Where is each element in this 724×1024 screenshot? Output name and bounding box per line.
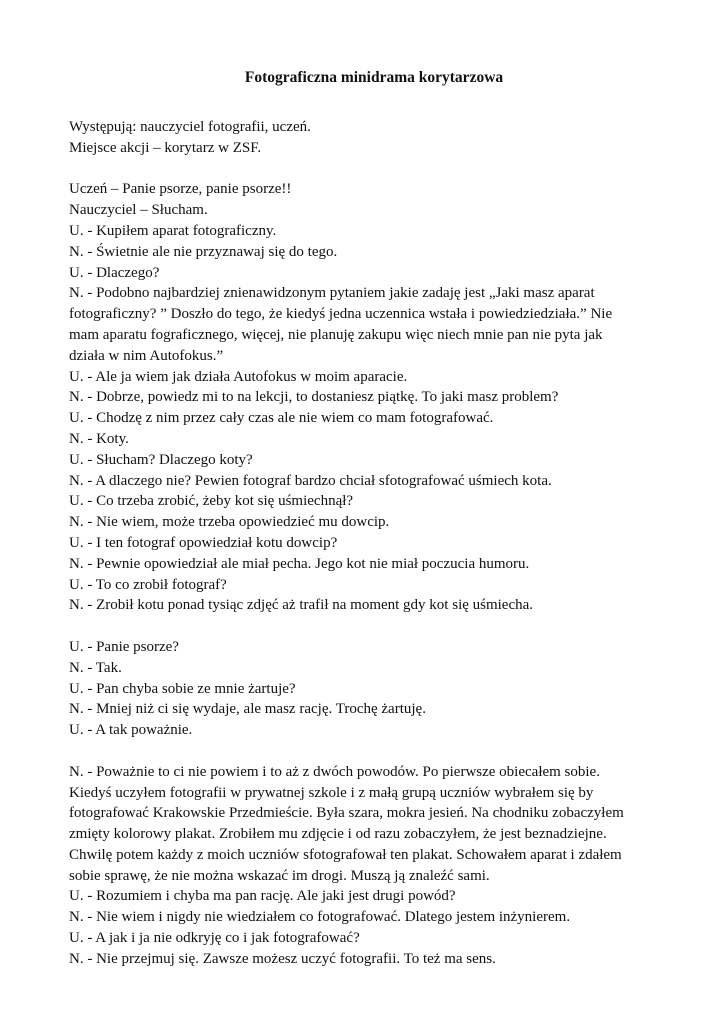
dialogue-line: N. - Świetnie ale nie przyznawaj się do tego.: [69, 243, 338, 260]
dialogue-line: U. - To co zrobił fotograf?: [69, 576, 227, 593]
dialogue-line: N. - Dobrze, powiedz mi to na lekcji, to dostaniesz piątkę. To jaki masz problem?: [69, 389, 559, 406]
intro-line: Występują: nauczyciel fotografii, uczeń.: [69, 119, 311, 135]
dialogue-line: U. - Ale ja wiem jak działa Autofokus w moim aparacie.: [69, 368, 408, 385]
dialogue-line: N. - A dlaczego nie? Pewien fotograf bardzo chciał sfotografować uśmiech kota.: [69, 472, 552, 489]
dialogue-line: mam aparatu fograficznego, więcej, nie planuję zakupu więc niech mnie pan nie pyta jak: [69, 326, 603, 343]
dialogue-line: N. - Podobno najbardziej znienawidzonym pytaniem jakie zadaję jest „Jaki masz aparat: [69, 285, 595, 302]
dialogue-line: U. - I ten fotograf opowiedział kotu dowcip?: [69, 534, 338, 551]
dialogue-line: Kiedyś uczyłem fotografii w prywatnej szkole i z małą grupą uczniów wybrałem się by: [69, 784, 594, 801]
dialogue-line: U. - A tak poważnie.: [69, 722, 193, 739]
dialogue-line: U. - A jak i ja nie odkryję co i jak fotografować?: [69, 930, 360, 947]
dialogue-line: N. - Zrobił kotu ponad tysiąc zdjęć aż trafił na moment gdy kot się uśmiecha.: [69, 597, 534, 614]
dialogue-line: zmięty kolorowy plakat. Zrobiłem mu zdjęcie i od razu zobaczyłem, że jest beznadziejne.: [69, 826, 607, 843]
dialogue-section-1: [69, 179, 669, 616]
document-title: Fotograficzna minidrama korytarzowa: [244, 69, 504, 86]
dialogue-line: U. - Słucham? Dlaczego koty?: [69, 451, 253, 468]
dialogue-line: U. - Pan chyba sobie ze mnie żartuje?: [69, 680, 296, 697]
dialogue-section-3: [69, 762, 669, 970]
dialogue-line: N. - Poważnie to ci nie powiem i to aż z dwóch powodów. Po pierwsze obiecałem sobie.: [69, 763, 600, 780]
dialogue-line: N. - Tak.: [69, 659, 122, 676]
dialogue-line: Uczeń – Panie psorze, panie psorze!!: [69, 181, 292, 198]
dialogue-line: sobie sprawę, że nie można wskazać im drogi. Muszą ją znaleźć sami.: [69, 867, 490, 884]
dialogue-line: Chwilę potem każdy z moich uczniów sfotografował ten plakat. Schowałem aparat i zdałem: [69, 846, 622, 863]
dialogue-line: fotografować Krakowskie Przedmieście. Była szara, mokra jesień. Na chodniku zobaczyłem: [69, 805, 624, 822]
dialogue-line: U. - Rozumiem i chyba ma pan rację. Ale jaki jest drugi powód?: [69, 888, 456, 905]
dialogue-line: N. - Mniej niż ci się wydaje, ale masz rację. Trochę żartuję.: [69, 701, 426, 718]
dialogue-line: Nauczyciel – Słucham.: [69, 202, 208, 219]
dialogue-line: N. - Pewnie opowiedział ale miał pecha. Jego kot nie miał poczucia humoru.: [69, 555, 530, 572]
dialogue-line: U. - Dlaczego?: [69, 264, 160, 281]
dialogue-line: N. - Nie wiem, może trzeba opowiedzieć mu dowcip.: [69, 514, 390, 531]
dialogue-line: U. - Panie psorze?: [69, 638, 179, 655]
dialogue-line: N. - Nie przejmuj się. Zawsze możesz uczyć fotografii. To też ma sens.: [69, 950, 496, 967]
intro-line: Miejsce akcji – korytarz w ZSF.: [69, 139, 262, 156]
dialogue-line: U. - Chodzę z nim przez cały czas ale nie wiem co mam fotografować.: [69, 410, 494, 427]
intro-block: [69, 117, 669, 159]
dialogue-line: U. - Kupiłem aparat fotograficzny.: [69, 222, 277, 239]
dialogue-line: działa w nim Autofokus.”: [69, 347, 224, 364]
document-page: [69, 68, 669, 970]
dialogue-section-2: [69, 637, 669, 741]
dialogue-line: N. - Nie wiem i nigdy nie wiedziałem co fotografować. Dlatego jestem inżynierem.: [69, 909, 571, 926]
dialogue-line: fotograficzny? ” Doszło do tego, że kiedyś jedna uczennica wstała i powiedziedziała.” Nie: [69, 306, 613, 323]
dialogue-line: N. - Koty.: [69, 430, 129, 447]
dialogue-line: U. - Co trzeba zrobić, żeby kot się uśmiechnął?: [69, 493, 354, 510]
